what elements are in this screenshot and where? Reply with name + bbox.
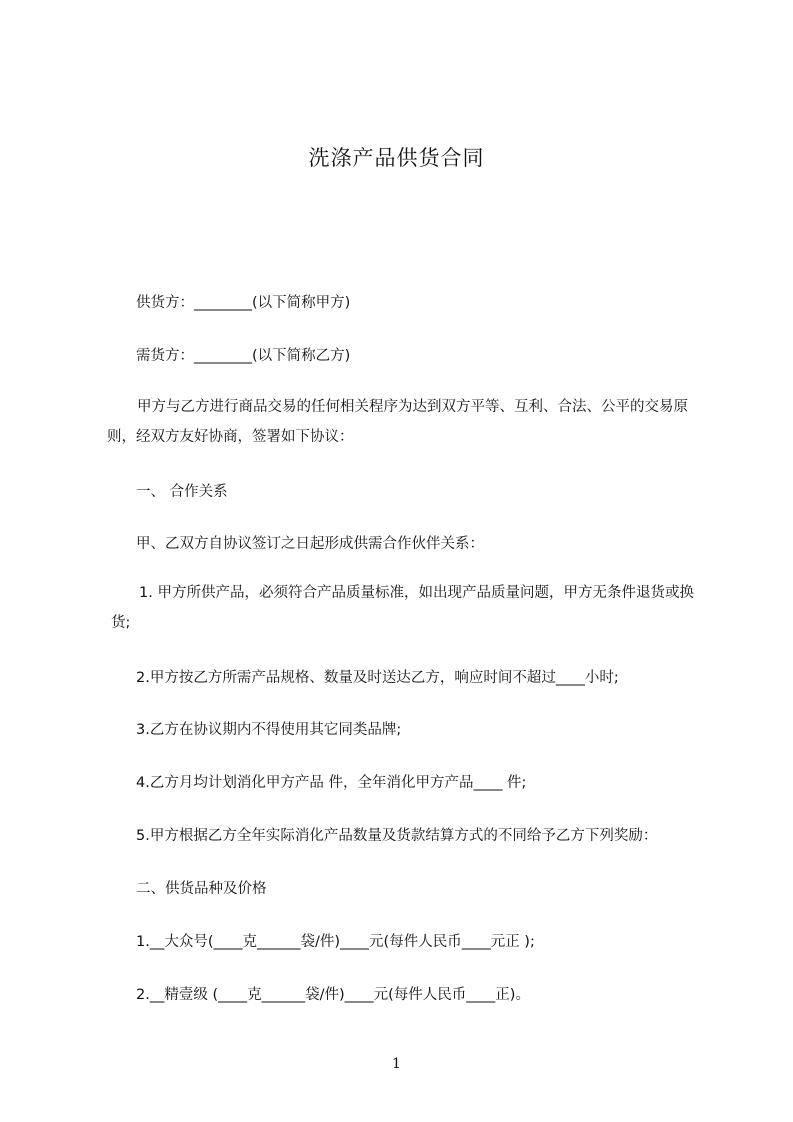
section2-heading: 二、供货品种及价格 (136, 881, 267, 897)
page-number: 1 (392, 1056, 401, 1072)
supplier-line: 供货方：________(以下简称甲方) (136, 295, 351, 311)
document-title: 洗涤产品供货合同 (308, 146, 485, 170)
clause-3: 3.乙方在协议期内不得使用其它同类品牌; (136, 722, 402, 738)
clause-1: 1. 甲方所供产品，必须符合产品质量标准，如出现产品质量问题，甲方无条件退货或换货; (111, 585, 694, 631)
clause-2: 2.甲方按乙方所需产品规格、数量及时送达乙方，响应时间不超过____小时; (136, 670, 619, 686)
price-item-2: 2.__精壹级 (____克______袋/件)____元(每件人民币____正)。 (136, 987, 530, 1003)
buyer-line: 需货方：________(以下简称乙方) (136, 348, 351, 364)
section1-heading: 一、 合作关系 (136, 484, 228, 500)
clause-5: 5.甲方根据乙方全年实际消化产品数量及货款结算方式的不同给予乙方下列奖励： (136, 828, 658, 844)
intro-paragraph: 甲方与乙方进行商品交易的任何相关程序为达到双方平等、互利、合法、公平的交易原则，经双方友好协商，签署如下协议： (107, 399, 688, 445)
clause-4: 4.乙方月均计划消化甲方产品 件，全年消化甲方产品____ 件; (136, 775, 527, 791)
section1-intro: 甲、乙双方自协议签订之日起形成供需合作伙伴关系： (136, 536, 484, 552)
price-item-1: 1.__大众号(____克______袋/件)____元(每件人民币____元正 ); (136, 934, 535, 950)
